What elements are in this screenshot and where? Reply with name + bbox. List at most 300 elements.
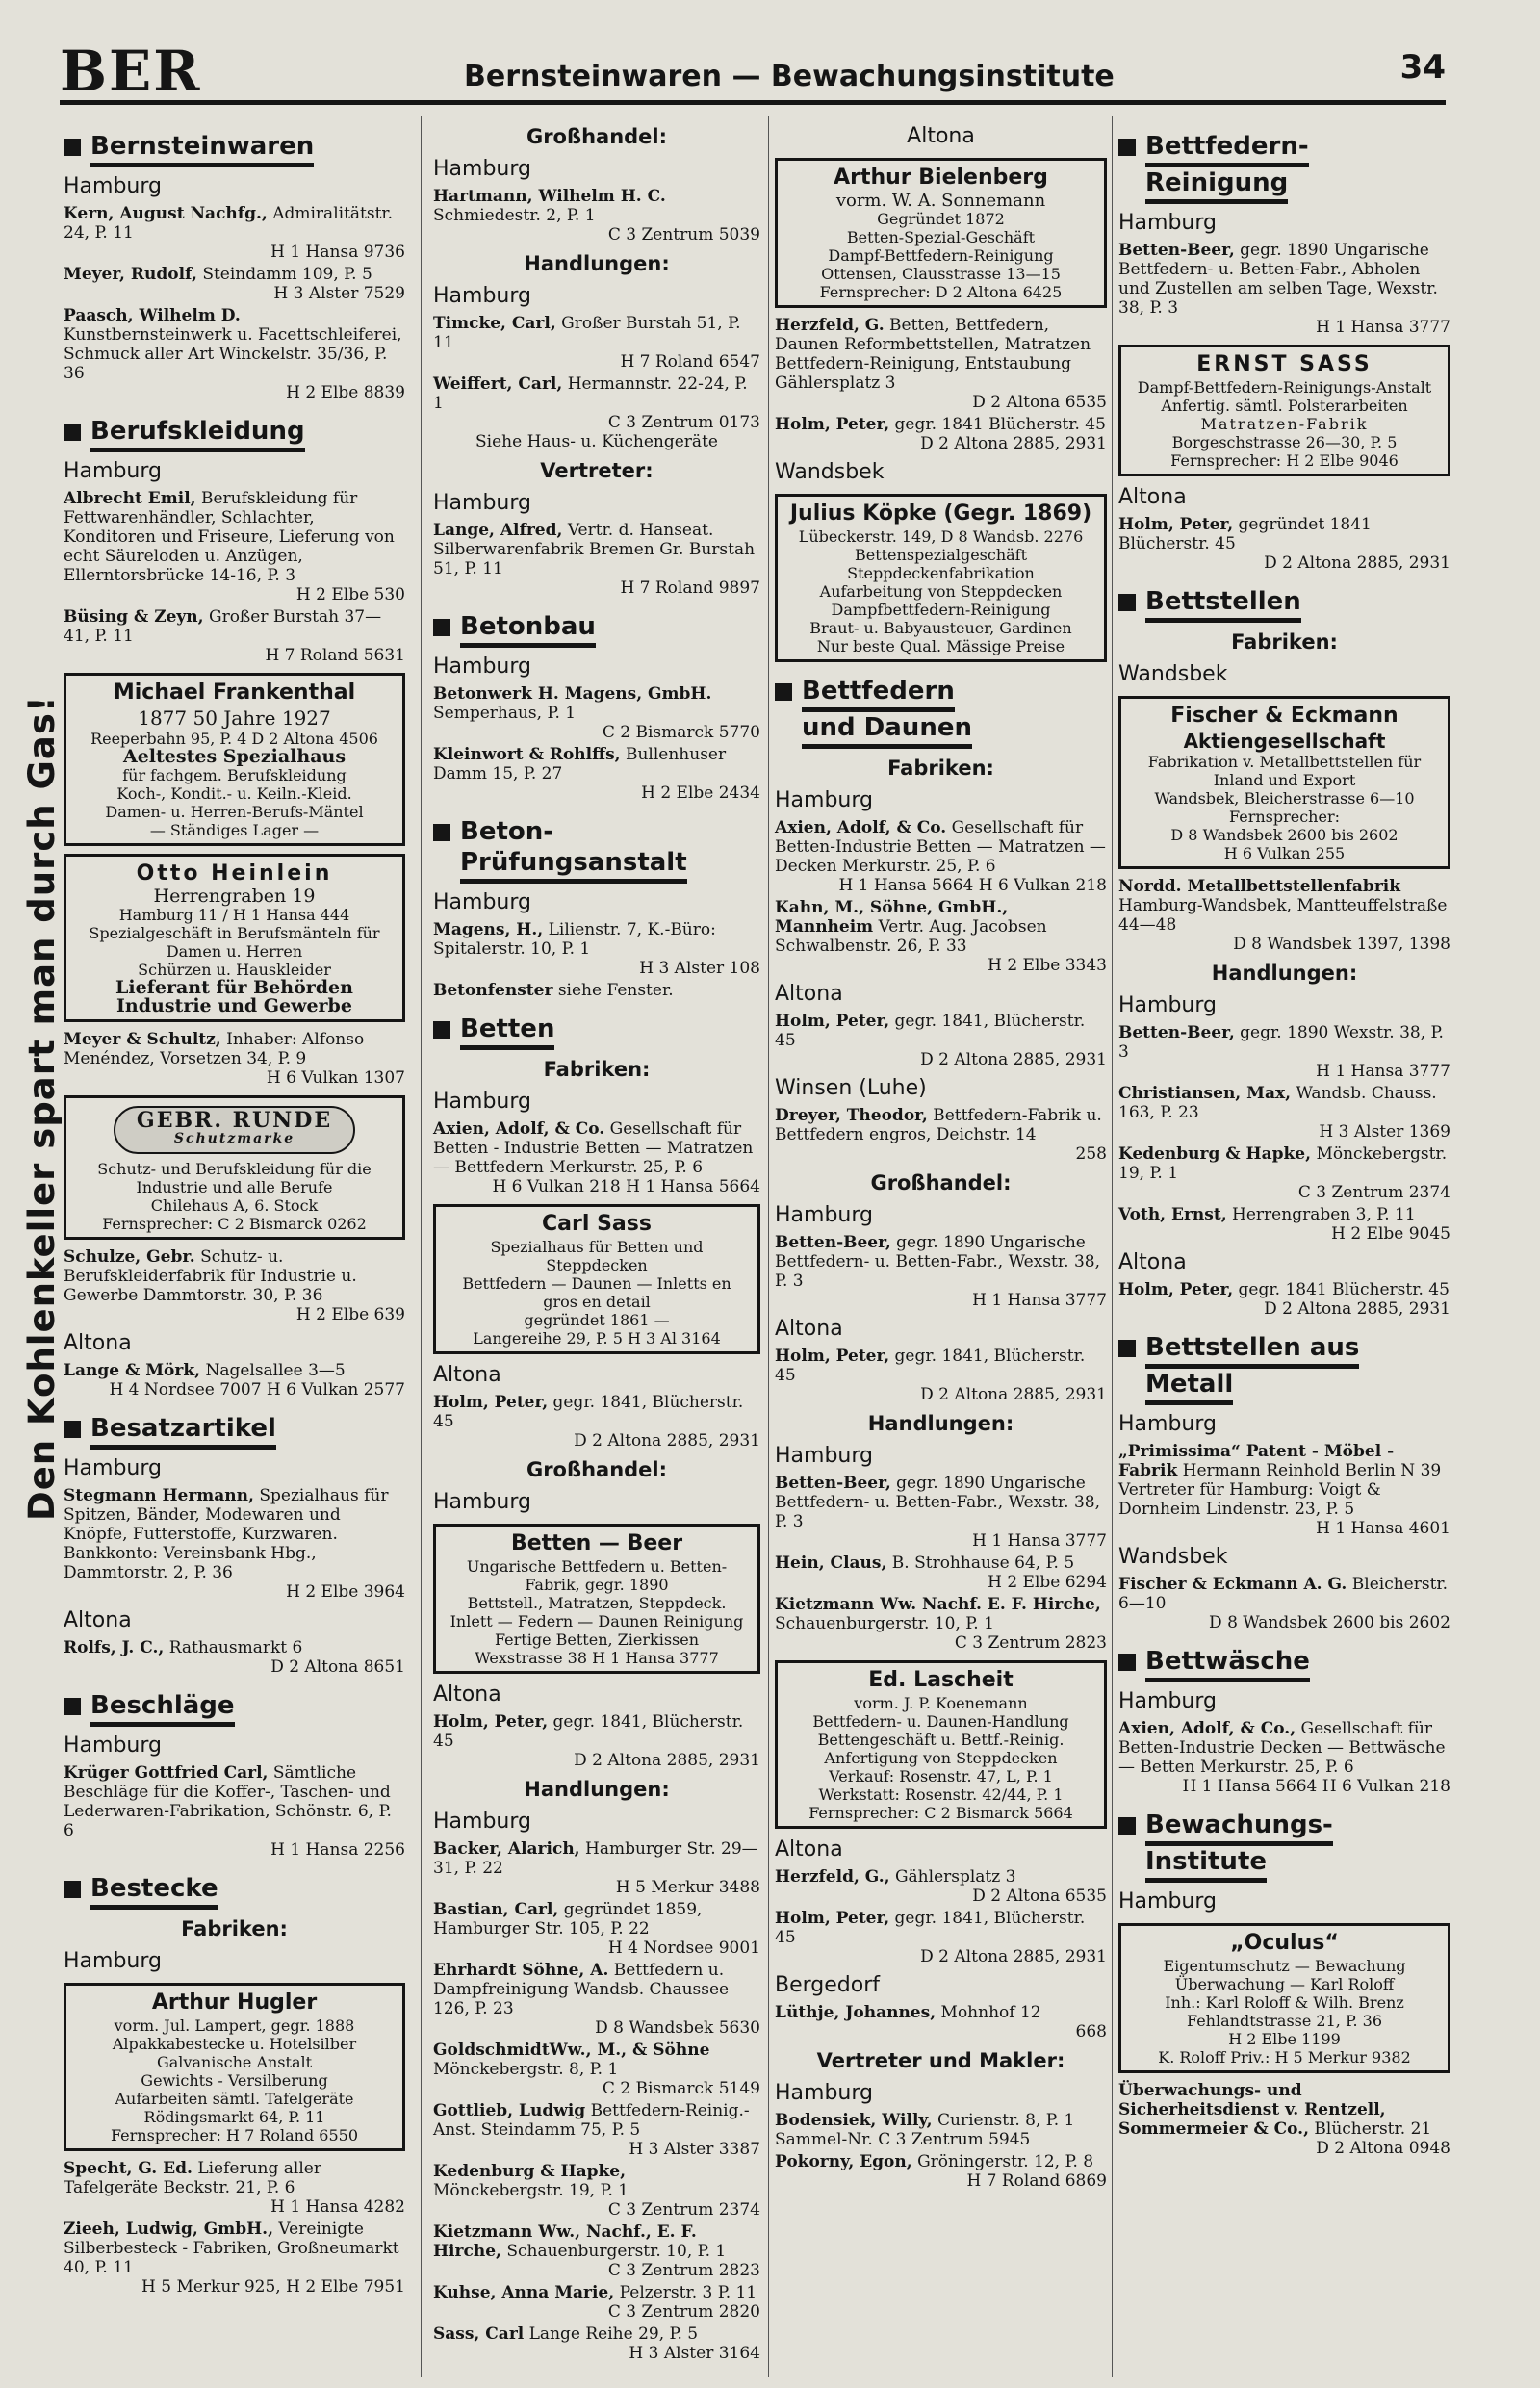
section-heading (64, 1873, 405, 1910)
listing-entry (64, 1030, 405, 1088)
section-heading (433, 1014, 760, 1050)
entry-phone: H 2 Elbe 6294 (988, 1573, 1107, 1592)
listing-entry (1118, 1084, 1450, 1142)
entry-text: Bullenhuser Damm 15, P. 27 (433, 745, 727, 783)
column-3 (775, 117, 1107, 2194)
entry-text: Hermannstr. 22-24, P. 1 (433, 374, 748, 413)
city-heading: Hamburg (1118, 1689, 1217, 1713)
entry-phone: C 3 Zentrum 2374 (1297, 1183, 1450, 1202)
entry-text: Nagelsallee 3—5 (205, 1361, 346, 1380)
entry-name: Voth, Ernst, (1118, 1205, 1227, 1224)
listing-entry (775, 1347, 1107, 1404)
city-heading: Altona (1118, 485, 1187, 509)
entry-text: Curienstr. 8, P. 1 Sammel-Nr. C 3 Zentrum 5945 (775, 2111, 1075, 2149)
entry-phone: H 7 Roland 9897 (620, 578, 760, 598)
listing-entry (775, 818, 1107, 895)
entry-phone: H 7 Roland 5631 (265, 646, 405, 665)
advertisement-box (1118, 345, 1450, 476)
entry-phone: H 2 Elbe 639 (295, 1305, 405, 1324)
entry-name: Gottlieb, Ludwig (433, 2101, 586, 2120)
entry-name: Fischer & Eckmann A. G. (1118, 1575, 1348, 1594)
advertisement-box (64, 1983, 405, 2151)
entry-phone: D 8 Wandsbek 2600 bis 2602 (1209, 1613, 1450, 1632)
entry-name: Büsing & Zeyn, (64, 607, 204, 627)
city-heading: Hamburg (1118, 1412, 1217, 1436)
listing-entry (433, 684, 760, 742)
listing-entry (1118, 1442, 1450, 1538)
entry-text: siehe Fenster. (557, 981, 674, 1000)
entry-name: Weiffert, Carl, (433, 374, 563, 394)
section-title: Besatzartikel (90, 1413, 276, 1450)
entry-name: Überwachungs- und Sicherheitsdienst v. Rentzell, Sommermeier & Co., (1118, 2081, 1386, 2139)
listing-entry (1118, 1280, 1450, 1319)
listing-entry (433, 374, 760, 451)
entry-name: Betonfenster (433, 981, 553, 1000)
entry-text: Lieferung aller Tafelgeräte Beckstr. 21, P. 6 (64, 2159, 321, 2197)
entry-name: Kietzmann Ww. Nachf. E. F. Hirche, (775, 1595, 1101, 1614)
entry-name: Holm, Peter, (775, 1347, 890, 1366)
ad-line: K. Roloff Priv.: H 5 Merkur 9382 (1158, 2048, 1411, 2067)
section-title: Bettstellen (1145, 586, 1301, 623)
city-heading: Hamburg (64, 1456, 162, 1480)
entry-text: Gählersplatz 3 (894, 1867, 1016, 1887)
entry-phone: H 4 Nordsee 7007 H 6 Vulkan 2577 (109, 1380, 405, 1399)
entry-name: Backer, Alarich, (433, 1839, 580, 1859)
section-title: Berufskleidung (90, 416, 305, 452)
listing-entry (433, 920, 760, 978)
ad-line: Eigentumschutz — Bewachung (1163, 1957, 1406, 1975)
entry-phone: D 2 Altona 2885, 2931 (1264, 1299, 1450, 1319)
entry-text: gegr. 1841, Blücherstr. 45 (775, 1347, 1086, 1385)
city-heading: Hamburg (64, 174, 162, 198)
square-bullet-icon (1118, 1340, 1136, 1357)
subsection-heading: Großhandel: (526, 1458, 668, 1481)
section-heading (775, 676, 1107, 749)
emblem-subtext: Schutzmarke (173, 1131, 295, 1146)
listing-entry (64, 2159, 405, 2217)
entry-name: Lange, Alfred, (433, 521, 563, 540)
header-title: Bernsteinwaren — Bewachungsinstitute (464, 60, 1115, 93)
square-bullet-icon (433, 619, 450, 636)
listing-entry (64, 306, 405, 402)
entry-name: Krüger Gottfried Carl, (64, 1763, 269, 1783)
advertisement-box (1118, 1923, 1450, 2073)
city-heading: Bergedorf (775, 1973, 881, 1997)
ad-title: Aktiengesellschaft (1183, 730, 1386, 753)
entry-phone: C 3 Zentrum 0173 (607, 413, 760, 432)
ad-line: Aufarbeitung von Steppdecken (819, 582, 1063, 601)
ad-line: — Ständiges Lager — (149, 821, 320, 839)
city-heading: Hamburg (433, 491, 531, 515)
city-heading: Altona (775, 1837, 843, 1862)
entry-text: gegr. 1890 Ungarische Bettfedern- u. Betten-Fabr., Wexstr. 38, P. 3 (775, 1474, 1100, 1531)
listing-entry (775, 316, 1107, 412)
entry-text: Inhaber: Alfonso Menéndez, Vorsetzen 34, P. 9 (64, 1030, 365, 1068)
listing-entry (775, 1867, 1107, 1906)
ad-line: Wexstrasse 38 H 1 Hansa 3777 (475, 1649, 719, 1667)
entry-name: Christiansen, Max, (1118, 1084, 1292, 1103)
entry-name: Holm, Peter, (1118, 515, 1234, 534)
entry-phone: D 2 Altona 2885, 2931 (920, 1947, 1107, 1966)
column-4 (1118, 117, 1450, 2161)
entry-phone: H 5 Merkur 925, H 2 Elbe 7951 (141, 2277, 405, 2297)
entry-name: Timcke, Carl, (433, 314, 556, 333)
ad-line: Dampf-Bettfedern-Reinigungs-Anstalt (1137, 378, 1432, 397)
ad-line: Lübeckerstr. 149, D 8 Wandsb. 2276 (798, 527, 1084, 546)
entry-text: Kunstbernsteinwerk u. Facettschleiferei, Schmuck aller Art Winckelstr. 35/36, P. 36 (64, 325, 402, 383)
entry-phone: H 1 Hansa 3777 (1316, 1062, 1450, 1081)
entry-name: Holm, Peter, (775, 415, 890, 434)
ad-line: Spezialgeschäft in Berufsmänteln für Damen u. Herren (89, 924, 380, 961)
section-title: Bettstellen aus (1145, 1332, 1359, 1369)
ad-line: Fernsprecher: C 2 Bismarck 0262 (102, 1215, 367, 1233)
city-heading: Hamburg (1118, 993, 1217, 1017)
listing-entry (433, 1900, 760, 1958)
ad-title: Otto Heinlein (136, 861, 333, 886)
section-heading (1118, 1810, 1450, 1883)
subsection-heading: Großhandel: (870, 1171, 1012, 1194)
entry-phone: H 3 Alster 3164 (629, 2344, 760, 2363)
ad-line: Inlett — Federn — Daunen Reinigung (449, 1612, 744, 1631)
listing-entry (775, 2003, 1107, 2041)
entry-text: Vereinigte Silberbesteck - Fabriken, Großneumarkt 40, P. 11 (64, 2220, 399, 2277)
entry-text: Lilienstr. 7, K.-Büro: Spitalerstr. 10, P. 1 (433, 920, 716, 959)
city-heading: Altona (775, 982, 843, 1006)
entry-name: Betonwerk H. Magens, GmbH. (433, 684, 712, 704)
ad-line: Fernsprecher: H 2 Elbe 9046 (1170, 451, 1399, 470)
ad-line: Gegründet 1872 (877, 210, 1005, 228)
subsection-heading: Fabriken: (543, 1058, 651, 1081)
entry-phone: H 7 Roland 6869 (966, 2171, 1107, 2191)
entry-phone: H 1 Hansa 2256 (270, 1840, 405, 1860)
entry-phone: H 3 Alster 3387 (629, 2140, 760, 2159)
ad-line: Inh.: Karl Roloff & Wilh. Brenz (1165, 1993, 1404, 2012)
entry-phone: C 3 Zentrum 2823 (607, 2261, 760, 2280)
subsection-heading: Handlungen: (1211, 962, 1358, 985)
entry-phone: D 2 Altona 2885, 2931 (920, 1050, 1107, 1069)
entry-name: Betten-Beer, (775, 1474, 891, 1493)
section-heading (1118, 586, 1450, 623)
listing-entry (775, 1474, 1107, 1551)
entry-text: Vertr. d. Hanseat. Silberwarenfabrik Bremen Gr. Burstah 51, P. 11 (433, 521, 756, 578)
entry-text: Mohnhof 12 (940, 2003, 1041, 2022)
ad-line: Koch-, Kondit.- u. Keiln.-Kleid. (116, 784, 352, 803)
page-header (60, 39, 1446, 105)
ad-line: für fachgem. Berufskleidung (122, 766, 346, 784)
ad-line: Ottensen, Clausstrasse 13—15 (821, 265, 1061, 283)
entry-name: Axien, Adolf, & Co., (1118, 1719, 1296, 1738)
entry-phone: H 1 Hansa 5664 H 6 Vulkan 218 (838, 876, 1107, 895)
advertisement-box (775, 494, 1107, 662)
entry-phone: H 4 Nordsee 9001 (607, 1939, 760, 1958)
entry-text: Gesellschaft für Betten-Industrie Betten — Matratzen — Decken Merkurstr. 25, P. 6 (775, 818, 1106, 876)
listing-entry (433, 1712, 760, 1770)
entry-text: Großer Burstah 51, P. 11 (433, 314, 741, 352)
entry-text: Schmiedestr. 2, P. 1 (433, 206, 596, 225)
ad-line: Bettfedern- u. Daunen-Handlung (812, 1712, 1069, 1731)
ad-line: Fernsprecher: D 2 Altona 6425 (819, 283, 1063, 301)
advertisement-box (433, 1524, 760, 1674)
listing-entry (433, 2324, 760, 2363)
section-heading (64, 1690, 405, 1727)
entry-text: Großer Burstah 37—41, P. 11 (64, 607, 382, 646)
ad-line: D 8 Wandsbek 2600 bis 2602 (1170, 826, 1399, 844)
ad-line: Matratzen-Fabrik (1200, 415, 1369, 433)
ad-line: H 2 Elbe 1199 (1228, 2030, 1341, 2048)
entry-name: Bastian, Carl, (433, 1900, 559, 1919)
listing-entry (1118, 1144, 1450, 1202)
square-bullet-icon (1118, 1654, 1136, 1671)
entry-name: Holm, Peter, (433, 1712, 549, 1732)
entry-text: Rathausmarkt 6 (168, 1638, 303, 1657)
section-title: Bettfedern- (1145, 131, 1309, 167)
entry-phone: D 2 Altona 6535 (972, 1887, 1107, 1906)
entry-name: Herzfeld, G. (775, 316, 885, 335)
entry-name: Lüthje, Johannes, (775, 2003, 937, 2022)
advertisement-box (1118, 696, 1450, 869)
listing-entry (775, 1106, 1107, 1164)
ad-line: Rödingsmarkt 64, P. 11 (143, 2108, 325, 2126)
city-heading: Altona (64, 1331, 132, 1355)
listing-entry (433, 745, 760, 803)
city-heading: Altona (64, 1608, 132, 1632)
column-2 (433, 117, 760, 2366)
entry-text: Schauenburgerstr. 10, P. 1 (506, 2242, 727, 2261)
city-heading: Hamburg (433, 655, 531, 679)
ad-line: Spezialhaus für Betten und Steppdecken (490, 1238, 704, 1274)
entry-name: Kuhse, Anna Marie, (433, 2283, 615, 2302)
entry-name: Schulze, Gebr. (64, 1247, 195, 1267)
subsection-heading: Großhandel: (526, 125, 668, 148)
ad-line: 1877 50 Jahre 1927 (138, 706, 331, 730)
entry-phone: H 1 Hansa 4601 (1316, 1519, 1450, 1538)
listing-entry (775, 415, 1107, 453)
ad-line: H 6 Vulkan 255 (1223, 844, 1346, 862)
city-heading: Altona (1118, 1250, 1187, 1274)
section-heading (433, 816, 760, 884)
section-title: Metall (1145, 1369, 1233, 1405)
ad-line: Borgeschstrasse 26—30, P. 5 (1171, 433, 1398, 451)
section-heading (1118, 1646, 1450, 1682)
entry-text: Admiralitätstr. 24, P. 11 (64, 204, 394, 243)
listing-entry (775, 1595, 1107, 1653)
entry-name: Nordd. Metallbettstellenfabrik (1118, 877, 1401, 896)
ad-line: vorm. Jul. Lampert, gegr. 1888 (114, 2016, 355, 2035)
entry-phone: D 2 Altona 2885, 2931 (920, 434, 1107, 453)
entry-name: Hartmann, Wilhelm H. C. (433, 187, 666, 206)
ad-line: vorm. W. A. Sonnemann (835, 191, 1046, 211)
ad-line: Anfertig. sämtl. Polsterarbeiten (1161, 397, 1408, 415)
entry-name: Zieeh, Ludwig, GmbH., (64, 2220, 274, 2239)
entry-name: Kietzmann Ww., Nachf., E. F. Hirche, (433, 2222, 697, 2261)
section-heading (64, 131, 405, 167)
column-1 (64, 117, 405, 2299)
section-title: Bewachungs- (1145, 1810, 1333, 1846)
entry-text: gegr. 1890 Wexstr. 38, P. 3 (1118, 1023, 1444, 1062)
listing-entry (775, 898, 1107, 975)
entry-phone: D 2 Altona 6535 (972, 393, 1107, 412)
entry-name: Specht, G. Ed. (64, 2159, 192, 2178)
listing-entry (433, 2162, 760, 2220)
city-heading: Hamburg (64, 1949, 162, 1973)
entry-phone: H 3 Alster 108 (639, 959, 760, 978)
listing-entry (64, 607, 405, 665)
entry-name: Betten-Beer, (775, 1233, 891, 1252)
advertisement-box (64, 854, 405, 1022)
entry-phone: 668 (1075, 2022, 1107, 2041)
entry-text: Semperhaus, P. 1 (433, 704, 577, 723)
city-heading: Hamburg (64, 459, 162, 483)
ad-line: Nur beste Qual. Mässige Preise (816, 637, 1065, 655)
entry-name: Ehrhardt Söhne, A. (433, 1961, 609, 1980)
ad-line: vorm. J. P. Koenemann (854, 1694, 1028, 1712)
section-title: Prüfungsanstalt (460, 847, 687, 884)
entry-text: Berufskleidung für Fettwarenhändler, Schlachter, Konditoren und Friseure, Lieferung von echt Säureloden u. Anzügen, Ellerntorsbrücke 14-16, P. 3 (64, 489, 395, 585)
square-bullet-icon (64, 424, 81, 441)
subsection-heading: Handlungen: (524, 1778, 670, 1801)
advertisement-box (64, 1095, 405, 1240)
entry-text: Schutz- u. Berufskleiderfabrik für Industrie u. Gewerbe Dammtorstr. 30, P. 36 (64, 1247, 357, 1305)
entry-name: Kleinwort & Rohlffs, (433, 745, 621, 764)
entry-phone: 258 (1075, 1144, 1107, 1164)
ad-title: Ed. Lascheit (868, 1668, 1014, 1692)
city-heading: Hamburg (433, 890, 531, 914)
entry-name: Kedenburg & Hapke, (1118, 1144, 1312, 1164)
ad-title: Fischer & Eckmann (1170, 704, 1399, 728)
city-heading: Altona (775, 1317, 843, 1341)
ad-line: Verkauf: Rosenstr. 47, L, P. 1 (829, 1767, 1053, 1785)
entry-phone: D 2 Altona 2885, 2931 (574, 1751, 760, 1770)
section-title: und Daunen (802, 712, 972, 749)
square-bullet-icon (1118, 1817, 1136, 1835)
entry-phone: H 2 Elbe 3343 (988, 956, 1107, 975)
ad-line: Aeltestes Spezialhaus (122, 746, 346, 767)
entry-phone: D 2 Altona 2885, 2931 (920, 1385, 1107, 1404)
entry-text: gegr. 1890 Ungarische Bettfedern- u. Betten-Fabr., Wexstr. 38, P. 3 (775, 1233, 1100, 1291)
entry-name: Bodensiek, Willy, (775, 2111, 933, 2130)
city-heading: Hamburg (775, 1444, 873, 1468)
ad-title: Julius Köpke (Gegr. 1869) (789, 501, 1092, 526)
section-heading (64, 1413, 405, 1450)
listing-entry (64, 1247, 405, 1324)
square-bullet-icon (64, 1881, 81, 1898)
city-heading: Altona (433, 1682, 501, 1707)
entry-text: gegründet 1841 Blücherstr. 45 (1118, 515, 1372, 553)
sidebar-slogan: Den Kohlenkeller spart man durch Gas! (21, 695, 63, 1521)
city-heading: Hamburg (775, 788, 873, 812)
ad-line: Anfertigung von Steppdecken (824, 1749, 1058, 1767)
section-title: Bernsteinwaren (90, 131, 314, 167)
ad-title: Carl Sass (542, 1212, 652, 1236)
ad-line: Überwachung — Karl Roloff (1174, 1975, 1395, 1993)
subsection-heading: Vertreter und Makler: (816, 2049, 1065, 2072)
section-title: Bettwäsche (1145, 1646, 1310, 1682)
ad-line: Schürzen u. Hauskleider (138, 961, 331, 979)
entry-phone: D 2 Altona 8651 (270, 1657, 405, 1677)
entry-name: „Primissima“ Patent - Möbel - Fabrik (1118, 1442, 1395, 1480)
listing-entry (775, 2152, 1107, 2191)
entry-phone: H 1 Hansa 4282 (270, 2197, 405, 2217)
listing-entry (775, 1233, 1107, 1310)
entry-phone: C 3 Zentrum 5039 (607, 225, 760, 244)
ad-line: Braut- u. Babyausteuer, Gardinen (809, 619, 1072, 637)
entry-text: Vertr. Aug. Jacobsen Schwalbenstr. 26, P. 33 (775, 917, 1047, 956)
subsection-heading: Handlungen: (524, 252, 670, 275)
entry-name: Paasch, Wilhelm D. (64, 306, 241, 325)
entry-name: GoldschmidtWw., M., & Söhne (433, 2041, 710, 2060)
city-heading: Hamburg (433, 1810, 531, 1834)
column-divider (421, 116, 422, 2377)
ad-line: Fertige Betten, Zierkissen (494, 1631, 700, 1649)
entry-text: gegründet 1859, Hamburger Str. 105, P. 22 (433, 1900, 703, 1939)
entry-text: gegr. 1841, Blücherstr. 45 (433, 1712, 744, 1751)
section-heading (433, 611, 760, 648)
listing-entry (1118, 515, 1450, 573)
advertisement-box (64, 673, 405, 846)
ad-title: Betten — Beer (510, 1531, 683, 1555)
square-bullet-icon (433, 1021, 450, 1039)
entry-name: Betten-Beer, (1118, 241, 1235, 260)
entry-text: Mönckebergstr. 8, P. 1 (433, 2060, 619, 2079)
ad-line: Bettfedern — Daunen — Inletts en gros en detail (462, 1274, 732, 1311)
listing-entry (433, 1119, 760, 1196)
city-heading: Wandsbek (1118, 1545, 1228, 1569)
entry-phone: C 2 Bismarck 5149 (602, 2079, 760, 2098)
entry-phone: C 3 Zentrum 2374 (607, 2200, 760, 2220)
ad-line: Hamburg 11 / H 1 Hansa 444 (118, 906, 350, 924)
entry-phone: H 2 Elbe 2434 (641, 783, 760, 803)
listing-entry (433, 1961, 760, 2038)
city-heading: Hamburg (1118, 211, 1217, 235)
entry-name: Kern, August Nachfg., (64, 204, 268, 223)
ad-line: Bettengeschäft u. Bettf.-Reinig. (817, 1731, 1065, 1749)
city-heading: Altona (433, 1363, 501, 1387)
ad-line: Steppdeckenfabrikation (847, 564, 1035, 582)
entry-phone: H 1 Hansa 3777 (972, 1291, 1107, 1310)
ad-line: Lieferant für Behörden (116, 977, 353, 998)
entry-name: Holm, Peter, (775, 1012, 890, 1031)
entry-text: Pelzerstr. 3 P. 11 (619, 2283, 757, 2302)
ad-line: Fernsprecher: H 7 Roland 6550 (110, 2126, 359, 2144)
entry-name: Holm, Peter, (775, 1909, 890, 1928)
ad-line: Ungarische Bettfedern u. Betten-Fabrik, gegr. 1890 (466, 1557, 728, 1594)
entry-text: Gesellschaft für Betten - Industrie Betten — Matratzen — Bettfedern Merkurstr. 25, P. 6 (433, 1119, 754, 1177)
ad-line: Aufarbeiten sämtl. Tafelgeräte (115, 2090, 354, 2108)
header-section-code: BER (60, 39, 202, 104)
ad-title: ERNST SASS (1196, 352, 1373, 376)
entry-text: Bettfedern-Reinig.-Anst. Steindamm 75, P. 5 (433, 2101, 750, 2140)
entry-text: B. Strohhause 64, P. 5 (891, 1553, 1075, 1573)
entry-phone: D 8 Wandsbek 5630 (595, 2018, 760, 2038)
ad-line: Chilehaus A, 6. Stock (150, 1196, 319, 1215)
ad-line: Reeperbahn 95, P. 4 D 2 Altona 4506 (90, 730, 378, 748)
entry-text: Schauenburgerstr. 10, P. 1 (775, 1614, 994, 1633)
listing-entry (433, 314, 760, 372)
listing-entry (433, 2222, 760, 2280)
listing-entry (433, 2283, 760, 2322)
listing-entry (64, 2220, 405, 2297)
entry-phone: D 8 Wandsbek 1397, 1398 (1233, 935, 1450, 954)
entry-text: Sämtliche Beschläge für die Koffer-, Taschen- und Lederwaren-Fabrikation, Schönstr. 6, P. 6 (64, 1763, 392, 1840)
entry-text: Betten, Bettfedern, Daunen Reformbettstellen, Matratzen Bettfedern-Reinigung, Entstaubung Gählersplatz 3 (775, 316, 1091, 393)
ad-title: Arthur Bielenberg (834, 166, 1048, 190)
section-heading (64, 416, 405, 452)
entry-text: Wandsb. Chauss. 163, P. 23 (1118, 1084, 1437, 1122)
city-heading: Hamburg (433, 1090, 531, 1114)
square-bullet-icon (775, 683, 792, 701)
ad-line: Fernsprecher: C 2 Bismarck 5664 (808, 1804, 1073, 1822)
entry-text: gegr. 1841 Blücherstr. 45 (1238, 1280, 1450, 1299)
